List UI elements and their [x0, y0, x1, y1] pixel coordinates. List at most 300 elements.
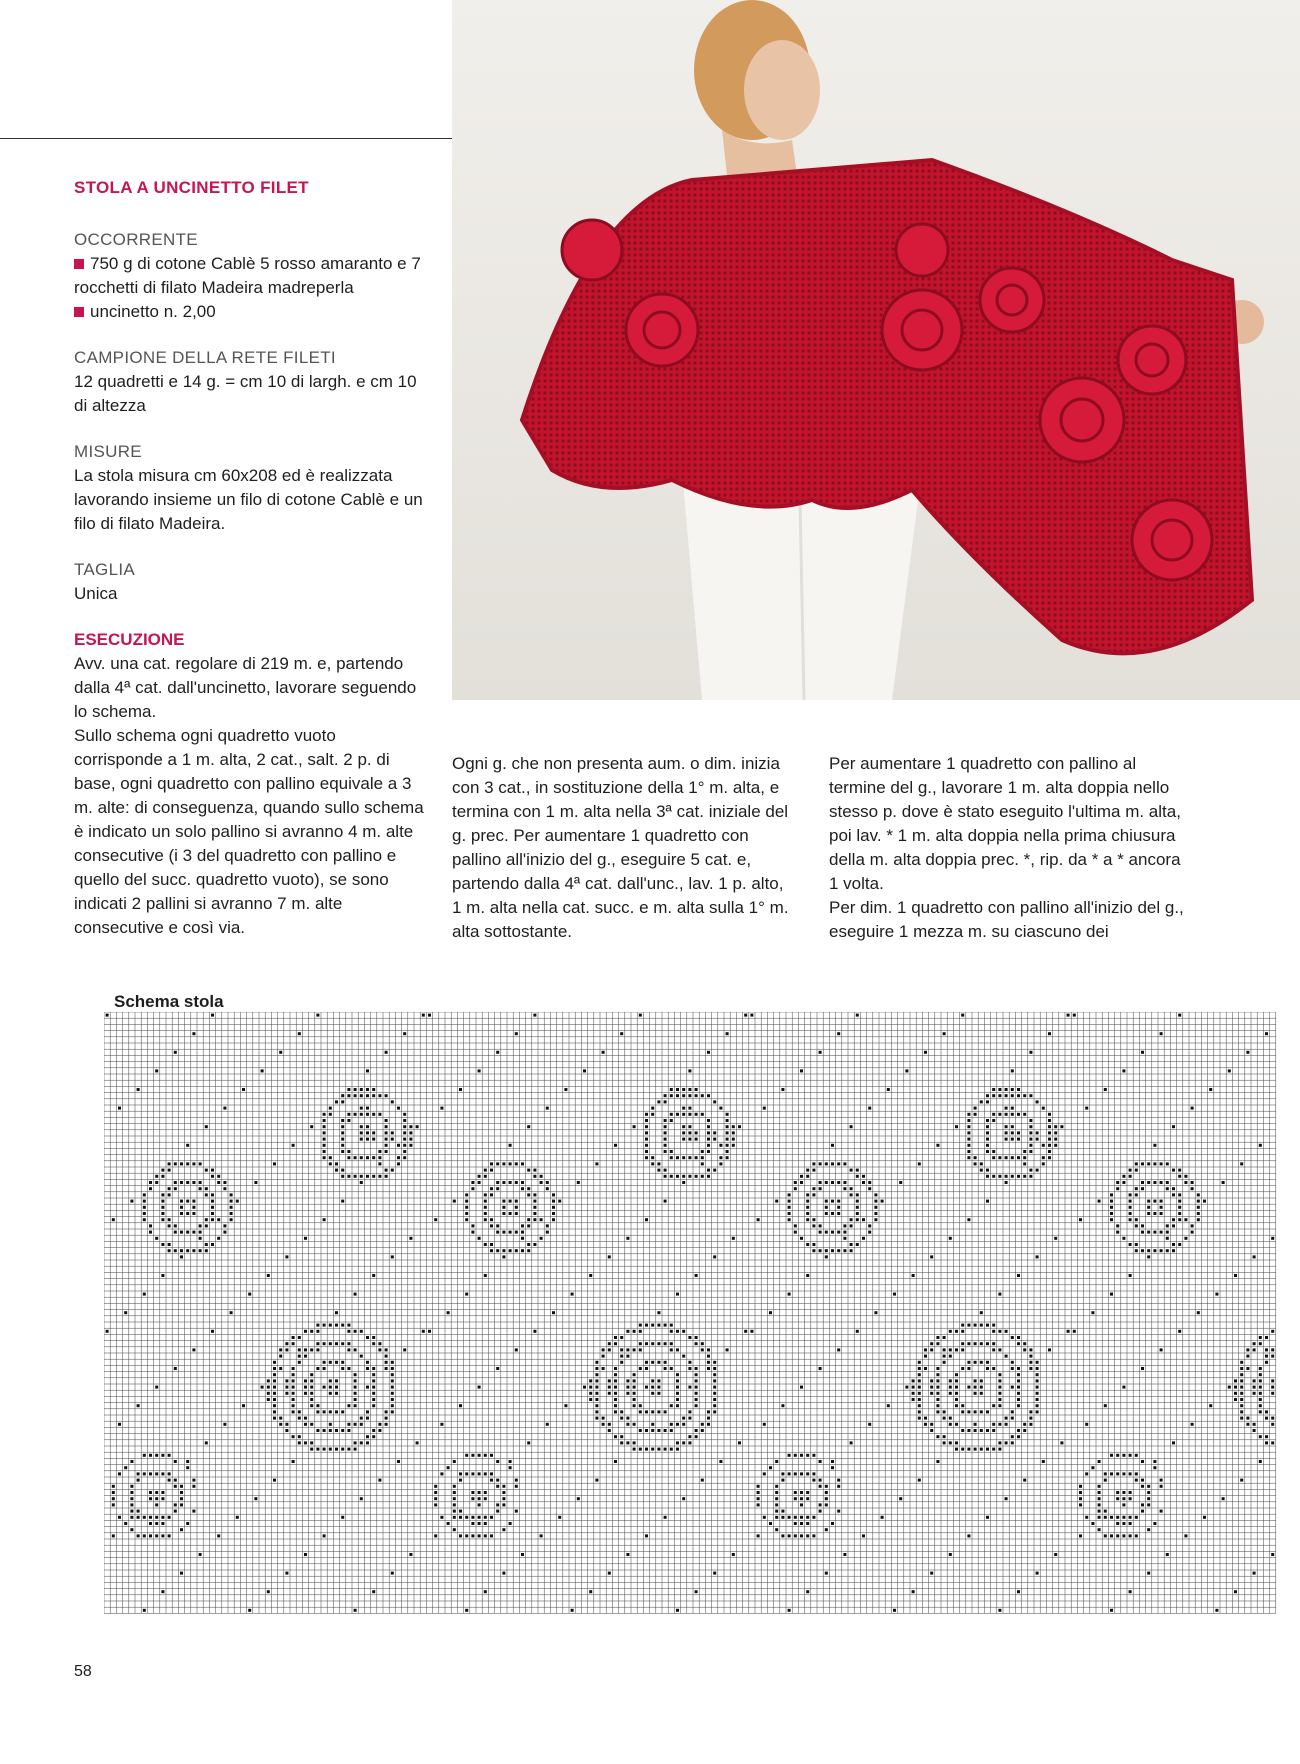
- filled-square: [1160, 1249, 1163, 1252]
- filled-square: [614, 1435, 617, 1438]
- filled-square: [998, 1094, 1001, 1097]
- filled-square: [168, 1454, 171, 1457]
- filled-square: [967, 1150, 970, 1153]
- filled-square: [502, 1503, 505, 1506]
- filled-square: [527, 1125, 530, 1128]
- filled-square: [310, 1386, 313, 1389]
- filled-square: [230, 1311, 233, 1314]
- filled-square: [657, 1386, 660, 1389]
- filled-square: [626, 1423, 629, 1426]
- filled-square: [980, 1410, 983, 1413]
- filled-square: [1029, 1423, 1032, 1426]
- filled-square: [1265, 1410, 1268, 1413]
- filled-square: [341, 1324, 344, 1327]
- filled-square: [1005, 1441, 1008, 1444]
- filled-square: [980, 1162, 983, 1165]
- filled-square: [1129, 1534, 1132, 1537]
- filled-square: [533, 1175, 536, 1178]
- filled-square: [161, 1534, 164, 1537]
- filled-square: [676, 1113, 679, 1116]
- filled-square: [794, 1534, 797, 1537]
- filled-square: [645, 1125, 648, 1128]
- filled-square: [1184, 1237, 1187, 1240]
- filled-square: [1029, 1144, 1032, 1147]
- filled-square: [918, 1162, 921, 1165]
- filled-square: [837, 1249, 840, 1252]
- filled-square: [192, 1032, 195, 1035]
- filled-square: [366, 1441, 369, 1444]
- filled-square: [676, 1609, 679, 1612]
- filled-square: [1184, 1181, 1187, 1184]
- filled-square: [992, 1423, 995, 1426]
- filled-square: [1091, 1522, 1094, 1525]
- filled-square: [1023, 1156, 1026, 1159]
- filled-square: [1029, 1094, 1032, 1097]
- filled-square: [614, 1144, 617, 1147]
- filled-square: [199, 1231, 202, 1234]
- filled-square: [230, 1212, 233, 1215]
- filled-square: [118, 1472, 121, 1475]
- filled-square: [874, 1193, 877, 1196]
- filled-square: [292, 1386, 295, 1389]
- filled-square: [831, 1181, 834, 1184]
- filled-square: [174, 1249, 177, 1252]
- filled-square: [1029, 1169, 1032, 1172]
- filled-square: [1011, 1361, 1014, 1364]
- filled-square: [341, 1342, 344, 1345]
- filled-square: [695, 1336, 698, 1339]
- filled-square: [1271, 1348, 1274, 1351]
- filled-square: [595, 1373, 598, 1376]
- filled-square: [831, 1522, 834, 1525]
- filled-square: [385, 1367, 388, 1370]
- occorrente-label: OCCORRENTE: [74, 230, 198, 249]
- filled-square: [304, 1355, 307, 1358]
- filled-square: [825, 1255, 828, 1258]
- filled-square: [1191, 1107, 1194, 1110]
- filled-square: [837, 1479, 840, 1482]
- filled-square: [967, 1534, 970, 1537]
- filled-square: [626, 1553, 629, 1556]
- filled-square: [893, 1609, 896, 1612]
- filled-square: [149, 1454, 152, 1457]
- esecuzione-paragraph: Sullo schema ogni quadretto vuoto corrisponde a 1 m. alta, 2 cat., salt. 2 p. di base, ogni quadretto con pallino equivale a 3 m. alte: di conseguenza, quando sullo schema è indicato un solo pallino si avranno 4 m. alte consecutive (i 3 del quadretto con pallino e quello del succ. quadretto vuoto), se sono indicati 2 pallini si avranno 7 m. alte consecutive e così via.: [74, 726, 424, 937]
- filled-square: [292, 1392, 295, 1395]
- filled-square: [149, 1187, 152, 1190]
- filled-square: [1172, 1441, 1175, 1444]
- filled-square: [267, 1590, 270, 1593]
- filled-square: [688, 1125, 691, 1128]
- filled-square: [695, 1088, 698, 1091]
- filled-square: [626, 1417, 629, 1420]
- filled-square: [478, 1069, 481, 1072]
- filled-square: [1160, 1181, 1163, 1184]
- filled-square: [757, 1534, 760, 1537]
- filled-square: [211, 1243, 214, 1246]
- filled-square: [1141, 1051, 1144, 1054]
- filled-square: [998, 1386, 1001, 1389]
- filled-square: [403, 1119, 406, 1122]
- filled-square: [1067, 1330, 1070, 1333]
- filled-square: [1023, 1423, 1026, 1426]
- filled-square: [924, 1367, 927, 1370]
- filled-square: [620, 1336, 623, 1339]
- filled-square: [502, 1249, 505, 1252]
- filled-square: [1141, 1162, 1144, 1165]
- filled-square: [496, 1162, 499, 1165]
- filled-square: [1271, 1237, 1274, 1240]
- filled-square: [850, 1169, 853, 1172]
- filled-square: [788, 1472, 791, 1475]
- filled-square: [1153, 1231, 1156, 1234]
- filled-square: [205, 1218, 208, 1221]
- filled-square: [149, 1534, 152, 1537]
- filled-square: [323, 1144, 326, 1147]
- filled-square: [366, 1069, 369, 1072]
- filled-square: [354, 1113, 357, 1116]
- filled-square: [323, 1386, 326, 1389]
- filled-square: [924, 1051, 927, 1054]
- filled-square: [1116, 1534, 1119, 1537]
- filled-square: [905, 1386, 908, 1389]
- filled-square: [292, 1410, 295, 1413]
- filled-square: [329, 1386, 332, 1389]
- filled-square: [149, 1224, 152, 1227]
- filled-square: [527, 1243, 530, 1246]
- filled-square: [1104, 1516, 1107, 1519]
- filled-square: [124, 1311, 127, 1314]
- filled-square: [440, 1107, 443, 1110]
- filled-square: [1036, 1410, 1039, 1413]
- filled-square: [130, 1491, 133, 1494]
- filled-square: [998, 1113, 1001, 1116]
- filled-square: [682, 1181, 685, 1184]
- filled-square: [595, 1392, 598, 1395]
- filled-square: [695, 1392, 698, 1395]
- filled-square: [1172, 1169, 1175, 1172]
- filled-square: [1110, 1212, 1113, 1215]
- filled-square: [478, 1497, 481, 1500]
- filled-square: [664, 1410, 667, 1413]
- filled-square: [812, 1224, 815, 1227]
- filled-square: [682, 1423, 685, 1426]
- filled-square: [298, 1355, 301, 1358]
- filled-square: [540, 1181, 543, 1184]
- filled-square: [998, 1379, 1001, 1382]
- filled-square: [1029, 1417, 1032, 1420]
- filled-square: [688, 1113, 691, 1116]
- filled-square: [806, 1491, 809, 1494]
- filled-square: [967, 1361, 970, 1364]
- filled-square: [1085, 1423, 1088, 1426]
- filled-square: [1259, 1404, 1262, 1407]
- filled-square: [230, 1200, 233, 1203]
- filled-square: [1104, 1088, 1107, 1091]
- filled-square: [1253, 1423, 1256, 1426]
- filled-square: [732, 1138, 735, 1141]
- filled-square: [608, 1423, 611, 1426]
- filled-square: [347, 1156, 350, 1159]
- filled-square: [837, 1206, 840, 1209]
- filled-square: [918, 1367, 921, 1370]
- filled-square: [285, 1423, 288, 1426]
- filled-square: [496, 1224, 499, 1227]
- filled-square: [726, 1138, 729, 1141]
- filled-square: [676, 1175, 679, 1178]
- filled-square: [1036, 1398, 1039, 1401]
- filled-square: [595, 1162, 598, 1165]
- filled-square: [223, 1423, 226, 1426]
- filled-square: [1005, 1131, 1008, 1134]
- filled-square: [918, 1373, 921, 1376]
- filled-square: [273, 1367, 276, 1370]
- filled-square: [112, 1534, 115, 1537]
- filled-square: [645, 1138, 648, 1141]
- filled-square: [515, 1032, 518, 1035]
- filled-square: [651, 1107, 654, 1110]
- filled-square: [639, 1348, 642, 1351]
- filled-square: [633, 1448, 636, 1451]
- filled-square: [540, 1237, 543, 1240]
- filled-square: [1141, 1181, 1144, 1184]
- filled-square: [378, 1348, 381, 1351]
- filled-square: [980, 1324, 983, 1327]
- filled-square: [775, 1503, 778, 1506]
- filled-square: [1029, 1131, 1032, 1134]
- filled-square: [1172, 1193, 1175, 1196]
- filled-square: [509, 1231, 512, 1234]
- filled-square: [496, 1510, 499, 1513]
- filled-square: [471, 1497, 474, 1500]
- filled-square: [533, 1243, 536, 1246]
- filled-square: [434, 1491, 437, 1494]
- filled-square: [1122, 1237, 1125, 1240]
- filled-square: [614, 1336, 617, 1339]
- filled-square: [1067, 1014, 1070, 1017]
- filled-square: [980, 1169, 983, 1172]
- filled-square: [378, 1429, 381, 1432]
- filled-square: [292, 1435, 295, 1438]
- filled-square: [707, 1169, 710, 1172]
- filled-square: [819, 1224, 822, 1227]
- filled-square: [360, 1175, 363, 1178]
- filled-square: [552, 1218, 555, 1221]
- filled-square: [682, 1175, 685, 1178]
- filled-square: [385, 1410, 388, 1413]
- filled-square: [626, 1237, 629, 1240]
- filled-square: [1153, 1212, 1156, 1215]
- filled-square: [161, 1522, 164, 1525]
- filled-square: [812, 1243, 815, 1246]
- filled-square: [874, 1212, 877, 1215]
- filled-square: [112, 1491, 115, 1494]
- filled-square: [143, 1200, 146, 1203]
- filled-square: [137, 1516, 140, 1519]
- filled-square: [552, 1212, 555, 1215]
- filled-square: [794, 1522, 797, 1525]
- filled-square: [980, 1361, 983, 1364]
- filled-square: [626, 1348, 629, 1351]
- filled-square: [285, 1429, 288, 1432]
- filled-square: [261, 1386, 264, 1389]
- filled-square: [465, 1472, 468, 1475]
- filled-square: [1166, 1181, 1169, 1184]
- filled-square: [354, 1373, 357, 1376]
- filled-square: [930, 1348, 933, 1351]
- filled-square: [620, 1435, 623, 1438]
- filled-square: [502, 1231, 505, 1234]
- filled-square: [595, 1398, 598, 1401]
- filled-square: [335, 1392, 338, 1395]
- filled-square: [812, 1534, 815, 1537]
- filled-square: [1017, 1131, 1020, 1134]
- filled-square: [651, 1156, 654, 1159]
- filled-square: [118, 1516, 121, 1519]
- filled-square: [329, 1448, 332, 1451]
- filled-square: [1054, 1125, 1057, 1128]
- filled-square: [298, 1441, 301, 1444]
- filled-square: [180, 1206, 183, 1209]
- filled-square: [967, 1156, 970, 1159]
- filled-square: [800, 1237, 803, 1240]
- filled-square: [1265, 1032, 1268, 1035]
- filled-square: [998, 1373, 1001, 1376]
- filled-square: [918, 1392, 921, 1395]
- filled-square: [670, 1404, 673, 1407]
- filled-square: [1011, 1125, 1014, 1128]
- filled-square: [155, 1069, 158, 1072]
- filled-square: [955, 1330, 958, 1333]
- filled-square: [360, 1497, 363, 1500]
- filled-square: [992, 1367, 995, 1370]
- filled-square: [130, 1516, 133, 1519]
- filled-square: [980, 1311, 983, 1314]
- filled-square: [806, 1522, 809, 1525]
- filled-square: [391, 1100, 394, 1103]
- filled-square: [205, 1125, 208, 1128]
- filled-square: [137, 1510, 140, 1513]
- filled-square: [515, 1212, 518, 1215]
- filled-square: [1005, 1181, 1008, 1184]
- filled-square: [558, 1516, 561, 1519]
- filled-square: [360, 1330, 363, 1333]
- filled-square: [856, 1175, 859, 1178]
- filled-square: [354, 1398, 357, 1401]
- filled-square: [688, 1156, 691, 1159]
- grid-lines: [104, 1012, 1276, 1613]
- filled-square: [465, 1293, 468, 1296]
- filled-square: [521, 1237, 524, 1240]
- filled-square: [273, 1398, 276, 1401]
- filled-square: [992, 1342, 995, 1345]
- filled-square: [1253, 1379, 1256, 1382]
- filled-square: [1110, 1454, 1113, 1457]
- filled-square: [1017, 1156, 1020, 1159]
- filled-square: [608, 1429, 611, 1432]
- filled-square: [279, 1417, 282, 1420]
- filled-square: [1029, 1361, 1032, 1364]
- filled-square: [781, 1479, 784, 1482]
- filled-square: [161, 1200, 164, 1203]
- filled-square: [273, 1162, 276, 1165]
- filled-square: [1116, 1454, 1119, 1457]
- filled-square: [168, 1187, 171, 1190]
- filled-square: [707, 1144, 710, 1147]
- filled-square: [1054, 1553, 1057, 1556]
- filled-square: [918, 1479, 921, 1482]
- filled-square: [831, 1212, 834, 1215]
- filled-square: [453, 1510, 456, 1513]
- filled-square: [490, 1218, 493, 1221]
- filled-square: [1178, 1200, 1181, 1203]
- filled-square: [416, 1441, 419, 1444]
- filled-square: [496, 1460, 499, 1463]
- filled-square: [843, 1181, 846, 1184]
- filled-square: [527, 1224, 530, 1227]
- filled-square: [155, 1497, 158, 1500]
- filled-square: [974, 1156, 977, 1159]
- filled-square: [329, 1423, 332, 1426]
- filled-square: [757, 1497, 760, 1500]
- filled-square: [912, 1398, 915, 1401]
- filled-square: [1191, 1187, 1194, 1190]
- filled-square: [186, 1200, 189, 1203]
- filled-square: [595, 1417, 598, 1420]
- filled-square: [955, 1398, 958, 1401]
- filled-square: [1209, 1088, 1212, 1091]
- filled-square: [1129, 1212, 1132, 1215]
- filled-square: [1259, 1342, 1262, 1345]
- filled-square: [918, 1398, 921, 1401]
- filled-square: [453, 1200, 456, 1203]
- filled-square: [323, 1429, 326, 1432]
- filled-square: [812, 1169, 815, 1172]
- filled-square: [155, 1175, 158, 1178]
- filled-square: [509, 1249, 512, 1252]
- filled-square: [1271, 1553, 1274, 1556]
- filled-square: [912, 1379, 915, 1382]
- filled-square: [453, 1491, 456, 1494]
- filled-square: [788, 1609, 791, 1612]
- filled-square: [719, 1107, 722, 1110]
- filled-square: [502, 1528, 505, 1531]
- filled-square: [645, 1119, 648, 1122]
- filled-square: [868, 1181, 871, 1184]
- filled-square: [1011, 1088, 1014, 1091]
- filled-square: [391, 1373, 394, 1376]
- filled-square: [955, 1386, 958, 1389]
- filled-square: [230, 1206, 233, 1209]
- filled-square: [223, 1187, 226, 1190]
- filled-square: [788, 1218, 791, 1221]
- filled-square: [936, 1379, 939, 1382]
- filled-square: [682, 1107, 685, 1110]
- filled-square: [1116, 1181, 1119, 1184]
- filled-square: [112, 1503, 115, 1506]
- filled-square: [1017, 1386, 1020, 1389]
- filled-square: [676, 1441, 679, 1444]
- filled-square: [180, 1181, 183, 1184]
- filled-square: [409, 1144, 412, 1147]
- filled-square: [397, 1107, 400, 1110]
- filled-square: [391, 1572, 394, 1575]
- filled-square: [819, 1485, 822, 1488]
- filled-square: [459, 1472, 462, 1475]
- filled-square: [378, 1150, 381, 1153]
- filled-square: [682, 1497, 685, 1500]
- filled-square: [186, 1162, 189, 1165]
- filled-square: [1011, 1156, 1014, 1159]
